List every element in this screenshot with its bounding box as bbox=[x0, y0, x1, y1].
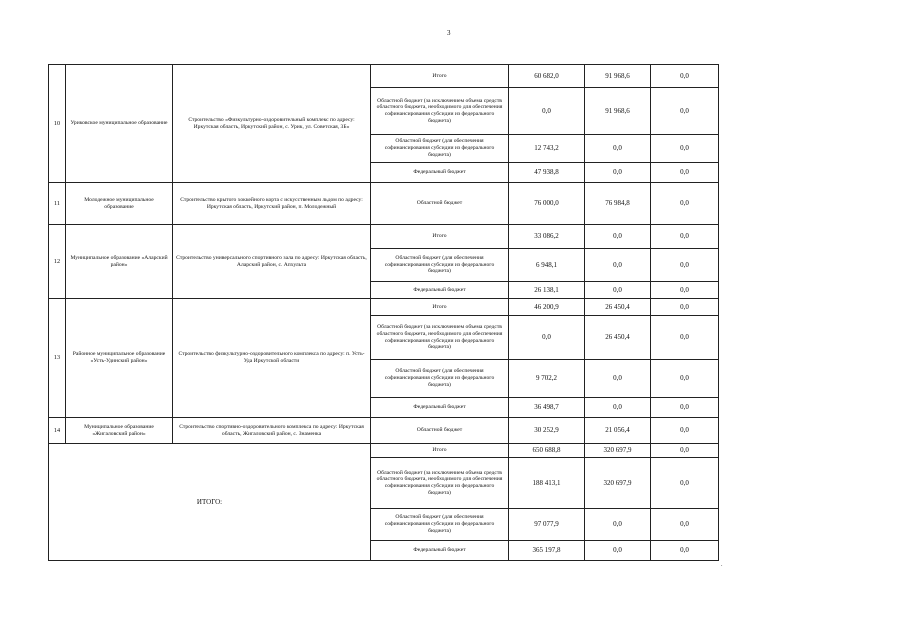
budget-source: Областной бюджет bbox=[371, 418, 509, 444]
value-3: 0,0 bbox=[651, 183, 719, 225]
value-3: 0,0 bbox=[651, 398, 719, 418]
budget-source: Областной бюджет (за исключением объема средств областного бюджета, необходимого для обеспечения софинансирования субсидии из федерального бюджета) bbox=[371, 88, 509, 135]
value-2: 91 968,6 bbox=[585, 65, 651, 88]
value-1: 36 498,7 bbox=[509, 398, 585, 418]
value-1: 9 702,2 bbox=[509, 360, 585, 398]
value-2: 0,0 bbox=[585, 282, 651, 299]
value-1: 365 197,8 bbox=[509, 541, 585, 561]
value-2: 0,0 bbox=[585, 249, 651, 282]
value-2: 0,0 bbox=[585, 398, 651, 418]
project-description: Строительство «Физкультурно-оздоровительный комплекс по адресу: Иркутская область, Иркутский район, с. Урик, ул. Советская, 3Б» bbox=[173, 65, 371, 183]
value-1: 97 077,9 bbox=[509, 509, 585, 541]
budget-source: Областной бюджет bbox=[371, 183, 509, 225]
value-1: 46 200,9 bbox=[509, 299, 585, 316]
municipality-name: Молодежное муниципальное образование bbox=[66, 183, 173, 225]
value-1: 76 000,0 bbox=[509, 183, 585, 225]
value-3: 0,0 bbox=[651, 249, 719, 282]
budget-source: Областной бюджет (для обеспечения софинансирования субсидии из федерального бюджета) bbox=[371, 135, 509, 163]
budget-source: Итого bbox=[371, 299, 509, 316]
municipality-name: Уриковское муниципальное образование bbox=[66, 65, 173, 183]
grand-total-label: ИТОГО: bbox=[49, 444, 371, 561]
value-1: 6 948,1 bbox=[509, 249, 585, 282]
value-3: 0,0 bbox=[651, 282, 719, 299]
value-2: 21 056,4 bbox=[585, 418, 651, 444]
budget-source: Областной бюджет (для обеспечения софинансирования субсидии из федерального бюджета) bbox=[371, 360, 509, 398]
value-3: 0,0 bbox=[651, 135, 719, 163]
value-2: 0,0 bbox=[585, 360, 651, 398]
value-2: 320 697,9 bbox=[585, 444, 651, 458]
value-3: 0,0 bbox=[651, 65, 719, 88]
value-3: 0,0 bbox=[651, 316, 719, 360]
municipality-name: Муниципальное образование «Жигаловский район» bbox=[66, 418, 173, 444]
budget-source: Федеральный бюджет bbox=[371, 282, 509, 299]
value-3: 0,0 bbox=[651, 418, 719, 444]
budget-source: Федеральный бюджет bbox=[371, 541, 509, 561]
project-description: Строительство физкультурно-оздоровительного комплекса по адресу: п. Усть-Уда Иркутской области bbox=[173, 299, 371, 418]
value-3: 0,0 bbox=[651, 88, 719, 135]
table-row bbox=[49, 225, 719, 249]
row-number: 11 bbox=[49, 183, 66, 225]
value-2: 91 968,6 bbox=[585, 88, 651, 135]
value-2: 76 984,8 bbox=[585, 183, 651, 225]
value-1: 33 086,2 bbox=[509, 225, 585, 249]
table-row bbox=[49, 299, 719, 316]
budget-source: Федеральный бюджет bbox=[371, 163, 509, 183]
value-1: 30 252,9 bbox=[509, 418, 585, 444]
page-number: 3 bbox=[447, 29, 451, 37]
value-1: 0,0 bbox=[509, 88, 585, 135]
budget-source: Итого bbox=[371, 225, 509, 249]
value-1: 650 688,8 bbox=[509, 444, 585, 458]
value-2: 0,0 bbox=[585, 541, 651, 561]
value-3: 0,0 bbox=[651, 360, 719, 398]
table-row bbox=[49, 418, 719, 444]
value-3: 0,0 bbox=[651, 541, 719, 561]
value-3: 0,0 bbox=[651, 163, 719, 183]
table-row bbox=[49, 65, 719, 88]
value-2: 26 450,4 bbox=[585, 316, 651, 360]
value-3: 0,0 bbox=[651, 509, 719, 541]
value-3: 0,0 bbox=[651, 458, 719, 509]
budget-table bbox=[48, 64, 719, 561]
value-3: 0,0 bbox=[651, 225, 719, 249]
value-1: 188 413,1 bbox=[509, 458, 585, 509]
value-2: 320 697,9 bbox=[585, 458, 651, 509]
project-description: Строительство спортивно-оздоровительного комплекса по адресу: Иркутская область, Жигаловский район, с. Знаменка bbox=[173, 418, 371, 444]
project-description: Строительство универсального спортивного зала по адресу: Иркутская область, Аларский район, с. Апхульта bbox=[173, 225, 371, 299]
value-2: 0,0 bbox=[585, 509, 651, 541]
budget-source: Итого bbox=[371, 444, 509, 458]
table-row bbox=[49, 183, 719, 225]
value-3: 0,0 bbox=[651, 444, 719, 458]
municipality-name: Муниципальное образование «Аларский район» bbox=[66, 225, 173, 299]
row-number: 14 bbox=[49, 418, 66, 444]
budget-source: Областной бюджет (для обеспечения софинансирования субсидии из федерального бюджета) bbox=[371, 249, 509, 282]
row-number: 13 bbox=[49, 299, 66, 418]
budget-source: Областной бюджет (для обеспечения софинансирования субсидии из федерального бюджета) bbox=[371, 509, 509, 541]
total-row bbox=[49, 444, 719, 458]
value-2: 0,0 bbox=[585, 225, 651, 249]
value-2: 26 450,4 bbox=[585, 299, 651, 316]
project-description: Строительство крытого хоккейного корта с искусственным льдом по адресу: Иркутская область, Иркутский район, п. Молодежный bbox=[173, 183, 371, 225]
budget-source: Итого bbox=[371, 65, 509, 88]
value-2: 0,0 bbox=[585, 135, 651, 163]
value-2: 0,0 bbox=[585, 163, 651, 183]
row-number: 12 bbox=[49, 225, 66, 299]
budget-source: Областной бюджет (за исключением объема средств областного бюджета, необходимого для обеспечения софинансирования субсидии из федерального бюджета) bbox=[371, 458, 509, 509]
budget-source: Областной бюджет (за исключением объема средств областного бюджета, необходимого для обеспечения софинансирования субсидии из федерального бюджета) bbox=[371, 316, 509, 360]
value-1: 12 743,2 bbox=[509, 135, 585, 163]
value-1: 47 938,8 bbox=[509, 163, 585, 183]
municipality-name: Районное муниципальное образование «Усть-Удинский район» bbox=[66, 299, 173, 418]
value-3: 0,0 bbox=[651, 299, 719, 316]
row-number: 10 bbox=[49, 65, 66, 183]
value-1: 26 138,1 bbox=[509, 282, 585, 299]
budget-source: Федеральный бюджет bbox=[371, 398, 509, 418]
value-1: 0,0 bbox=[509, 316, 585, 360]
value-1: 60 682,0 bbox=[509, 65, 585, 88]
stray-mark: . bbox=[721, 562, 723, 568]
